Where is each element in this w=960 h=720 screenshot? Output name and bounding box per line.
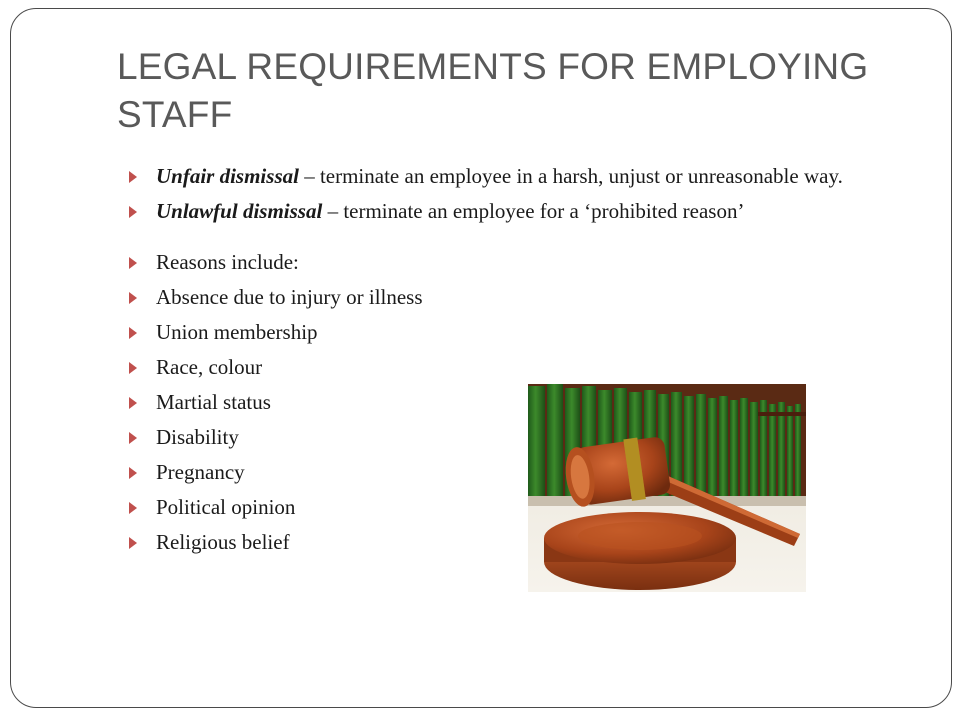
- bullet-arrow-icon: [129, 502, 137, 514]
- bullet-arrow-icon: [129, 257, 137, 269]
- bullet-text: Political opinion: [156, 495, 296, 519]
- bullet-term: Unlawful dismissal: [156, 199, 323, 223]
- bullet-text: – terminate an employee in a harsh, unjust or unreasonable way.: [298, 164, 843, 188]
- bullet-text: – terminate an employee for a ‘prohibited reason’: [322, 199, 745, 223]
- bullet-text: Pregnancy: [156, 460, 245, 484]
- bullet-text: Union membership: [156, 320, 318, 344]
- bullet-item: [129, 248, 869, 277]
- bullet-arrow-icon: [129, 206, 137, 218]
- bullet-text: Disability: [156, 425, 239, 449]
- bullet-item: [129, 283, 869, 312]
- bullet-arrow-icon: [129, 292, 137, 304]
- slide: [10, 8, 952, 708]
- slide-title: LEGAL REQUIREMENTS FOR EMPLOYING STAFF: [117, 46, 869, 135]
- bullet-text: Reasons include:: [156, 250, 299, 274]
- bullet-text: Race, colour: [156, 355, 263, 379]
- bullet-item: [129, 162, 869, 191]
- bullet-text: Absence due to injury or illness: [156, 285, 423, 309]
- bullet-arrow-icon: [129, 327, 137, 339]
- bullet-term: Unfair dismissal: [156, 164, 299, 188]
- bullet-arrow-icon: [129, 171, 137, 183]
- bullet-arrow-icon: [129, 432, 137, 444]
- bullet-item: [129, 353, 869, 382]
- bullet-arrow-icon: [129, 537, 137, 549]
- bullet-arrow-icon: [129, 397, 137, 409]
- bullet-arrow-icon: [129, 362, 137, 374]
- bullet-item: [129, 318, 869, 347]
- gavel-law-books-photo-icon: [528, 384, 806, 592]
- bullet-text: Religious belief: [156, 530, 290, 554]
- bullet-arrow-icon: [129, 467, 137, 479]
- bullet-item: [129, 197, 869, 226]
- bullet-text: Martial status: [156, 390, 271, 414]
